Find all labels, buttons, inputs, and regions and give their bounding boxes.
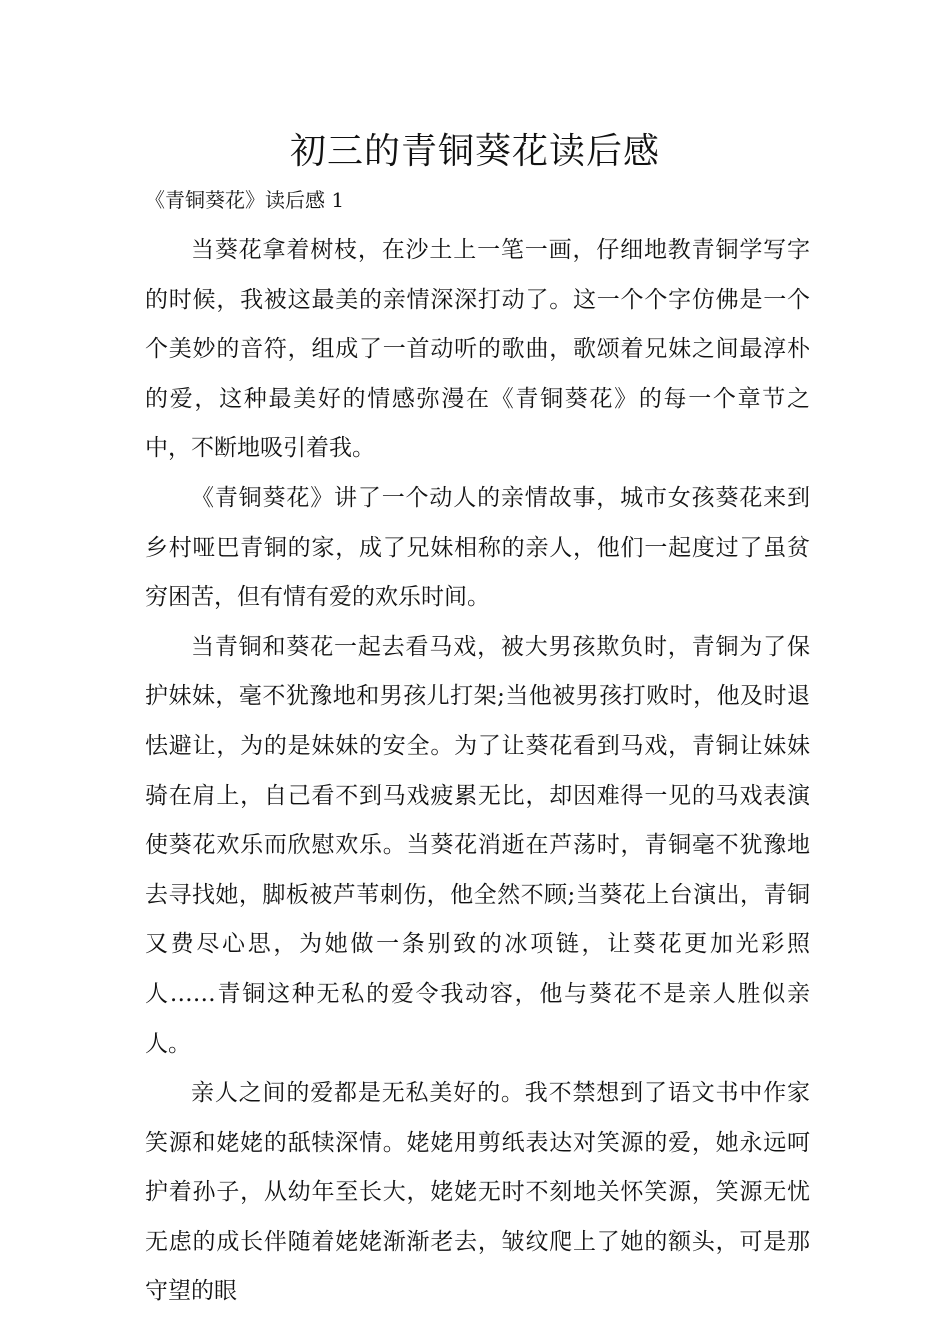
document-body (145, 226, 810, 1317)
paragraph-3: 当青铜和葵花一起去看马戏，被大男孩欺负时，青铜为了保护妹妹，毫不犹豫地和男孩儿打架;当他被男孩打败时，他及时退怯避让，为的是妹妹的安全。为了让葵花看到马戏，青铜让妹妹骑在肩上，自己看不到马戏疲累无比，却因难得一见的马戏表演使葵花欢乐而欣慰欢乐。当葵花消逝在芦荡时，青铜毫不犹豫地去寻找她，脚板被芦苇刺伤，他全然不顾;当葵花上台演出，青铜又费尽心思，为她做一条别致的冰项链，让葵花更加光彩照人……青铜这种无私的爱令我动容，他与葵花不是亲人胜似亲人。 (145, 633, 810, 1057)
document-subtitle: 《青铜葵花》读后感 1 (145, 188, 345, 212)
paragraph-4: 亲人之间的爱都是无私美好的。我不禁想到了语文书中作家笑源和姥姥的舐犊深情。姥姥用剪纸表达对笑源的爱，她永远呵护着孙子，从幼年至长大，姥姥无时不刻地关怀笑源，笑源无忧无虑的成长伴随着姥姥渐渐老去，皱纹爬上了她的额头，可是那守望的眼 (145, 1080, 810, 1305)
paragraph-1: 当葵花拿着树枝，在沙土上一笔一画，仔细地教青铜学写字的时候，我被这最美的亲情深深打动了。这一个个字仿佛是一个个美妙的音符，组成了一首动听的歌曲，歌颂着兄妹之间最淳朴的爱，这种最美好的情感弥漫在《青铜葵花》的每一个章节之中，不断地吸引着我。 (145, 237, 810, 462)
paragraph-2: 《青铜葵花》讲了一个动人的亲情故事，城市女孩葵花来到乡村哑巴青铜的家，成了兄妹相称的亲人，他们一起度过了虽贫穷困苦，但有情有爱的欢乐时间。 (145, 484, 810, 611)
document-title: 初三的青铜葵花读后感 (289, 131, 660, 172)
